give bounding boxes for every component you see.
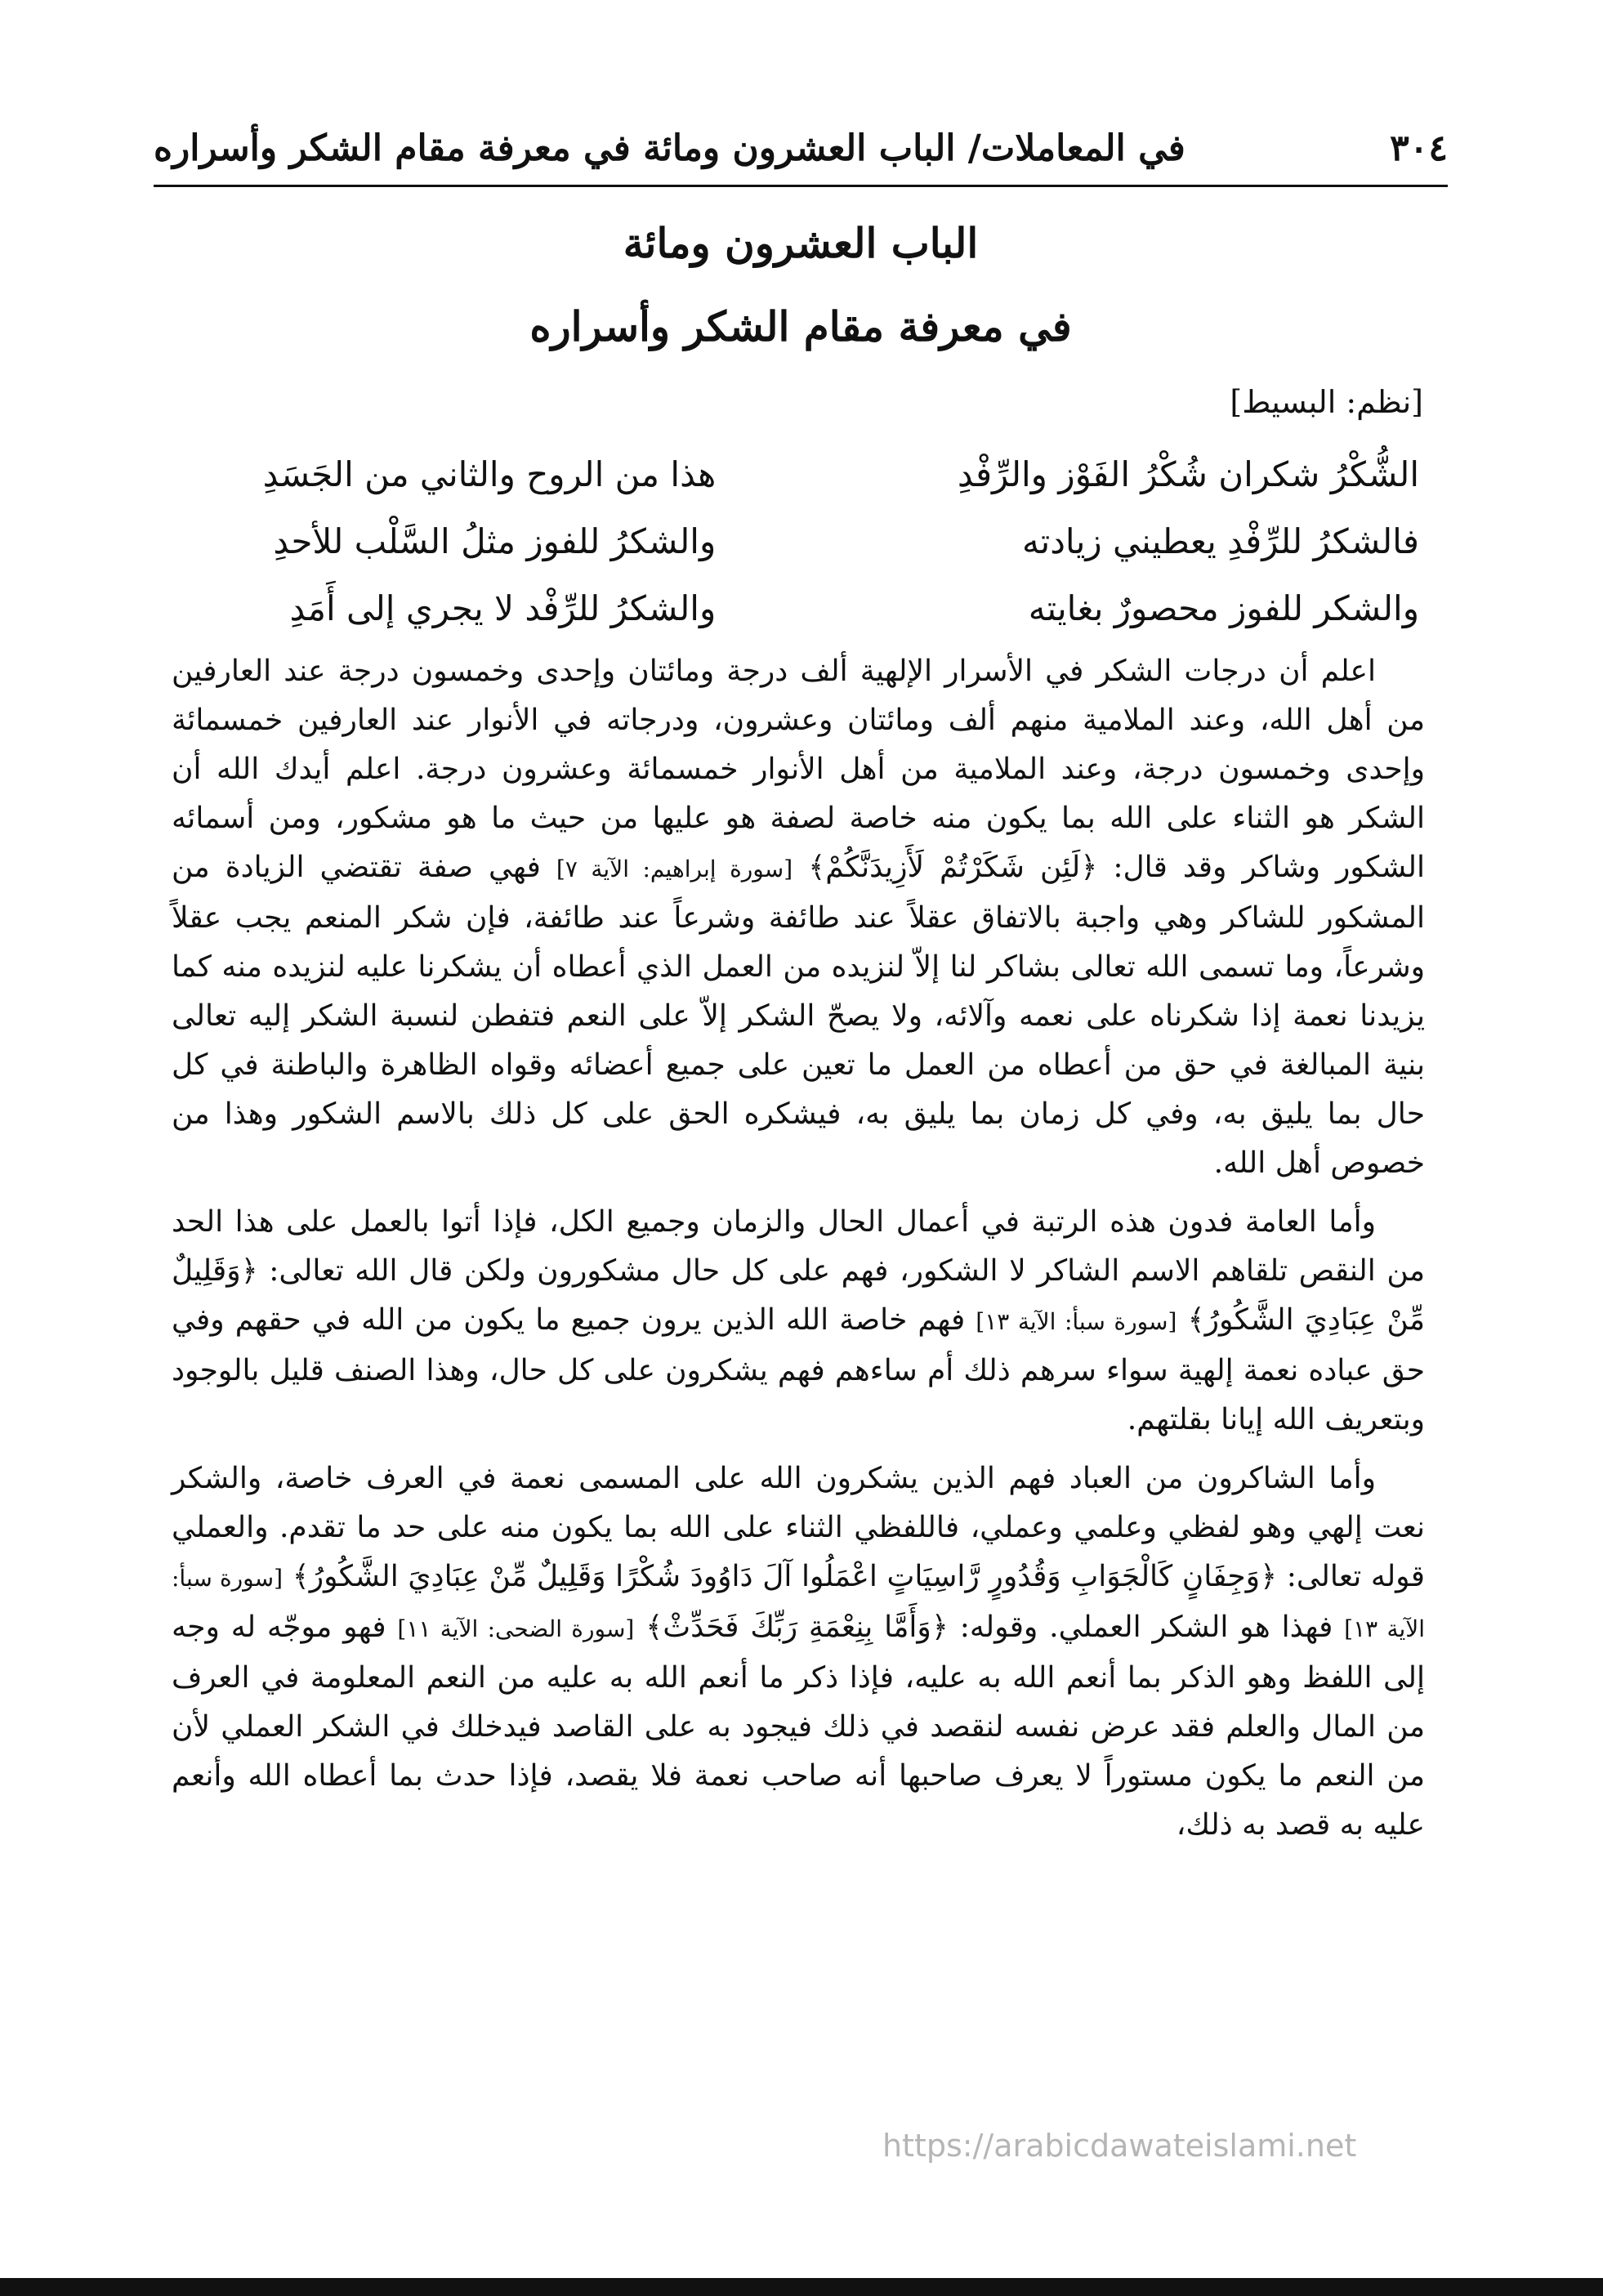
quran-reference: [سورة سبأ: الآية ١٣] <box>976 1308 1177 1335</box>
paragraph-text: اعلم أن درجات الشكر في الأسرار الإلهية ألف درجة ومائتان وإحدى وخمسون درجة عند العارفين من أهل الله، وعند الملامية منهم ألف ومائتان وعشرون، ودرجاته في الأنوار عند العارفين خمسمائة وإحدى وخمسون درجة، وعند الملامية من أهل الأنوار خمسمائة وعشرون درجة. اعلم أيدك الله أن الشكر هو الثناء على الله بما يكون منه خاصة لصفة هو عليها من حيث ما هو مشكور، ومن أسمائه الشكور وشاكر وقد قال: ﴿لَئِن شَكَرْتُمْ لَأَزِيدَنَّكُمْ﴾ <box>172 654 1425 884</box>
verse-second-hemistich: والشكرُ للفوز مثلُ السَّلْب للأحدِ <box>273 520 717 561</box>
poem-verse <box>163 574 1419 642</box>
poem-meter: [نظم: البسيط] <box>1230 384 1423 420</box>
verse-first-hemistich: الشُّكْرُ شكران شُكْرُ الفَوْز والرِّفْدِ <box>957 453 1419 494</box>
scan-bottom-edge <box>0 2278 1603 2296</box>
paragraph-text: فهم خاصة الله الذين يرون جميع ما يكون من الله في حقهم وفي حق عباده نعمة إلهية سواء سرهم ذلك أم ساءهم فهم يشكرون على كل حال، وهذا الصنف قليل بالوجود وبتعريف الله إيانا بقلتهم. <box>172 1303 1425 1436</box>
verse-second-hemistich: والشكرُ للرِّفْد لا يجري إلى أَمَدِ <box>289 587 717 628</box>
header-rule <box>154 185 1448 187</box>
page-number: ٣٠٤ <box>1390 127 1448 169</box>
watermark-url: https://arabicdawateislami.net <box>882 2128 1357 2164</box>
poem-verse <box>163 507 1419 575</box>
verse-first-hemistich: والشكر للفوز محصورٌ بغايته <box>1028 587 1419 628</box>
chapter-title: الباب العشرون ومائة <box>623 219 979 267</box>
paragraph <box>172 647 1425 1188</box>
poem-verse <box>163 440 1419 508</box>
quran-reference: [سورة الضحى: الآية ١١] <box>397 1615 635 1642</box>
verse-first-hemistich: فالشكرُ للرِّفْدِ يعطيني زيادته <box>1022 520 1419 561</box>
quran-reference: [سورة إبراهيم: الآية ٧] <box>556 855 793 882</box>
paragraph-text: وأما العامة فدون هذه الرتبة في أعمال الحال والزمان وجميع الكل، فإذا أتوا بالعمل على هذا الحد من النقص تلقاهم الاسم الشاكر لا الشكور، فهم على كل حال مشكورون ولكن قال الله تعالى: ﴿وَقَلِيلٌ مِّنْ عِبَادِيَ الشَّكُورُ﴾ <box>172 1205 1426 1337</box>
body-text <box>172 647 1425 1860</box>
verse-second-hemistich: هذا من الروح والثاني من الجَسَدِ <box>262 453 717 494</box>
running-title: في المعاملات/ الباب العشرون ومائة في معرفة مقام الشكر وأسراره <box>154 127 1186 169</box>
paragraph-text: فهي صفة تقتضي الزيادة من المشكور للشاكر وهي واجبة بالاتفاق عقلاً عند طائفة وشرعاً عند طائفة، فإن شكر المنعم يجب عقلاً وشرعاً، وما تسمى الله تعالى بشاكر لنا إلاّ لنزيده من العمل الذي أعطاه أن يشكرنا عليه لنزيده منه كما يزيدنا نعمة إذا شكرناه على نعمه وآلائه، ولا يصحّ الشكر إلاّ على النعم فتفطن لنسبة الشكر إليه تعالى بنية المبالغة في حق من أعطاه من العمل ما تعين على جميع أعضائه وقواه الظاهرة والباطنة في كل حال بما يليق به، وفي كل زمان بما يليق به، فيشكره الحق على كل ذلك بالاسم الشكور وهذا من خصوص أهل الله. <box>172 851 1425 1180</box>
paragraph <box>172 1198 1425 1445</box>
paragraph-text: وأما الشاكرون من العباد فهم الذين يشكرون الله على المسمى نعمة في العرف خاصة، والشكر نعت إلهي وهو لفظي وعلمي وعملي، فاللفظي الثناء على الله بما يكون منه على حد ما تقدم. والعملي قوله تعالى: ﴿وَجِفَانٍ كَالْجَوَابِ وَقُدُورٍ رَّاسِيَاتٍ اعْمَلُوا آلَ دَاوُودَ شُكْرًا وَقَلِيلٌ مِّنْ عِبَادِيَ الشَّكُورُ﴾ <box>172 1462 1425 1593</box>
paragraph-text: فهذا هو الشكر العملي. وقوله: ﴿وَأَمَّا بِنِعْمَةِ رَبِّكَ فَحَدِّثْ﴾ <box>645 1610 1333 1644</box>
quran-reference: [سورة سبأ: الآية ١٣] <box>172 1565 1426 1642</box>
chapter-subject: في معرفة مقام الشكر وأسراره <box>529 302 1072 351</box>
page-header <box>154 114 1448 181</box>
paragraph-text: فهو موجّه له وجه إلى اللفظ وهو الذكر بما أنعم الله به عليه، فإذا ذكر ما أنعم الله به عليه من النعم المعلومة في العرف من المال والعلم فقد عرض نفسه لنقصد في ذلك فيجود به على القاصد فيدخلك في الشكر العملي لأن من النعم ما يكون مستوراً لا يعرف صاحبها أنه صاحب نعمة فلا يقصد، فإذا حدث بما أعطاه الله وأنعم عليه به قصد به ذلك، <box>172 1610 1425 1842</box>
paragraph <box>172 1454 1425 1850</box>
